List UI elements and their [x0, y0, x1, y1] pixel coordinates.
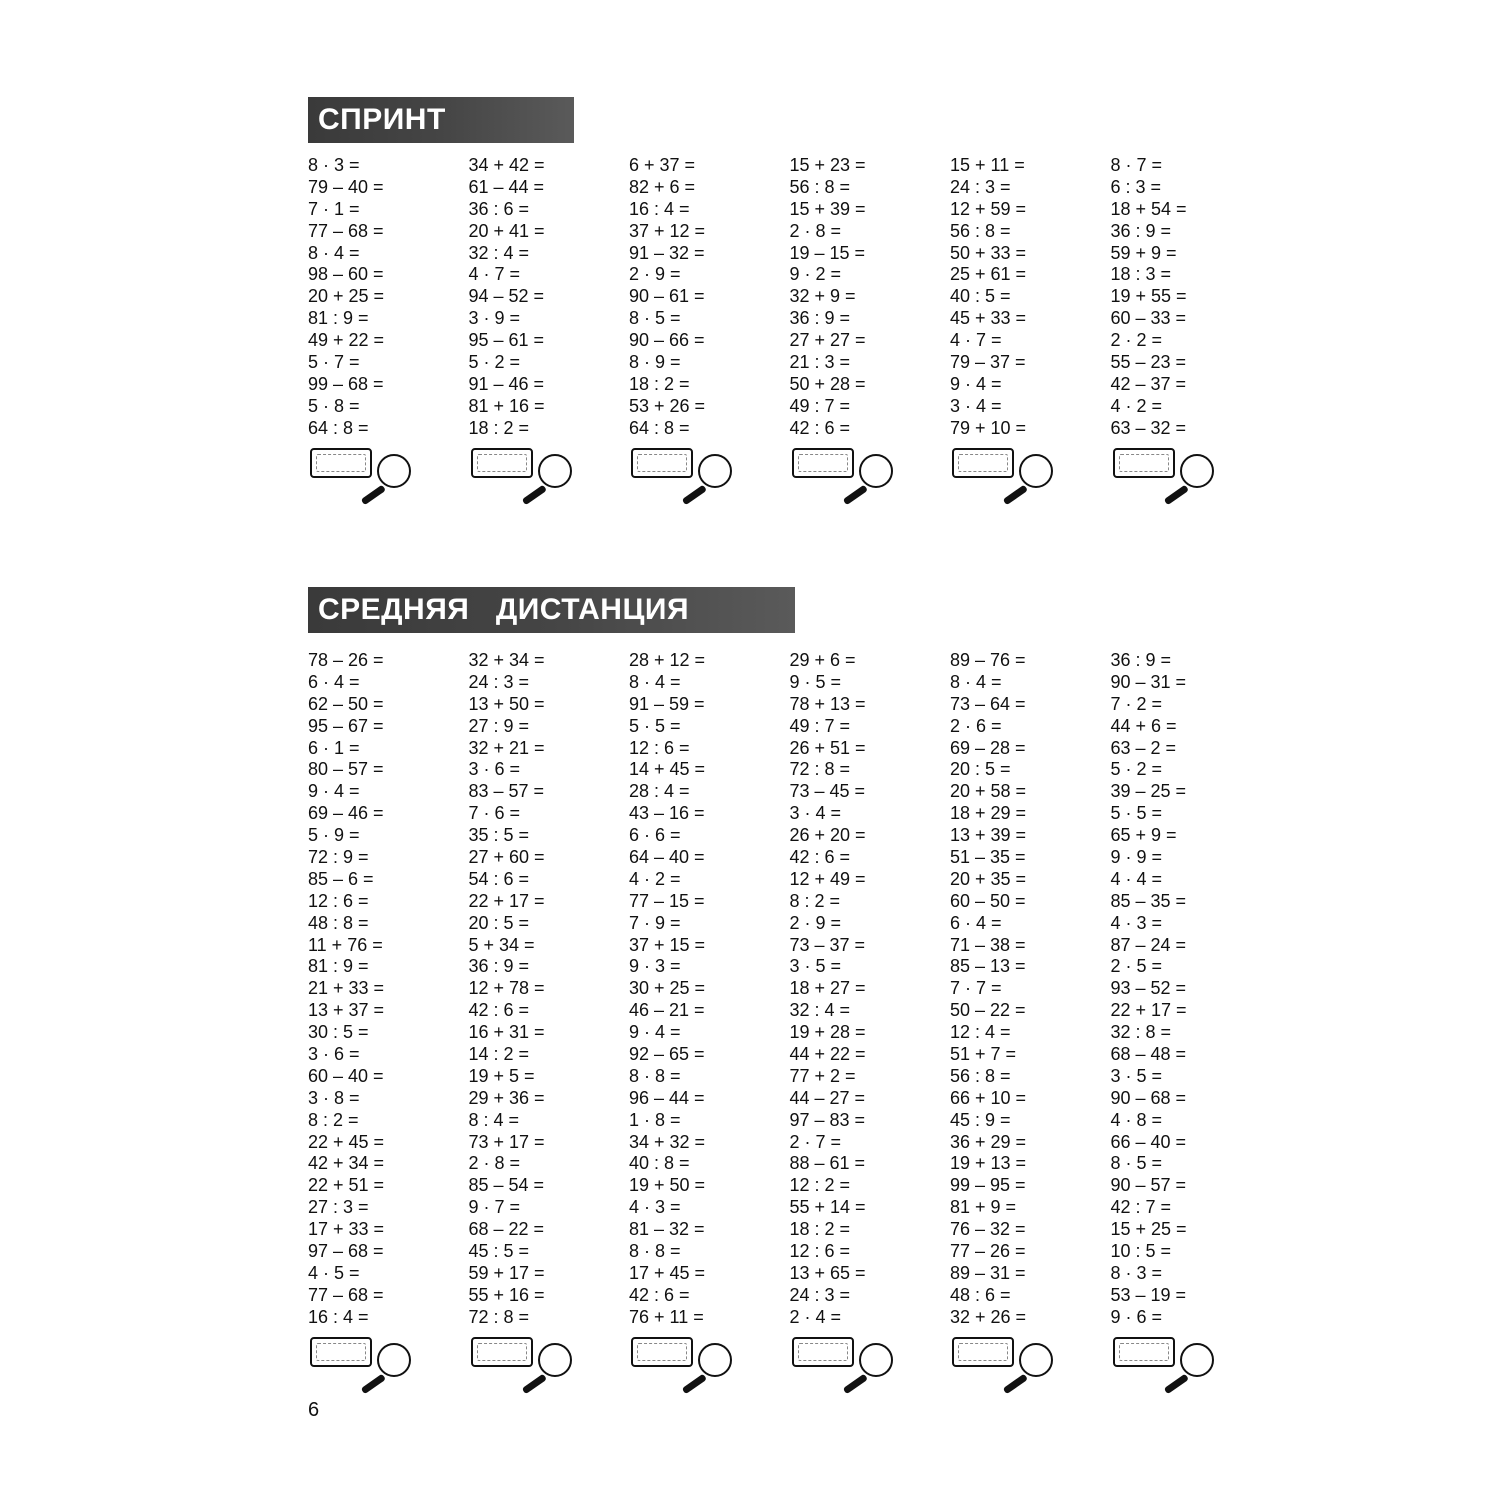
math-problem: 30 + 25 = — [629, 978, 706, 999]
math-problem: 2 · 2 = — [1110, 330, 1163, 351]
math-problem: 79 – 40 = — [308, 176, 384, 197]
problem-column — [1111, 155, 1272, 498]
math-problem: 55 + 16 = — [468, 1284, 545, 1305]
math-problem: 30 : 5 = — [308, 1022, 369, 1043]
math-problem: 95 – 67 = — [308, 715, 384, 736]
math-problem: 32 + 21 = — [468, 737, 545, 758]
math-problem: 8 · 8 = — [629, 1065, 681, 1086]
math-problem: 4 · 3 = — [1110, 912, 1163, 933]
math-problem: 3 · 4 = — [789, 803, 842, 824]
section-header-sprint: СПРИНТ — [308, 97, 574, 143]
math-problem: 78 – 26 = — [308, 650, 384, 670]
math-problem: 9 · 2 = — [789, 264, 842, 285]
math-problem: 53 – 19 = — [1110, 1284, 1187, 1305]
math-problem: 73 – 45 = — [789, 781, 866, 802]
math-problem: 77 + 2 = — [789, 1065, 856, 1086]
math-problem: 22 + 17 = — [1110, 1000, 1187, 1021]
answer-box-magnifier-icon — [1111, 448, 1221, 498]
answer-box-magnifier-icon — [469, 1337, 579, 1387]
problem-column — [950, 650, 1111, 1387]
math-problem: 42 : 6 = — [789, 847, 851, 868]
math-problem: 4 · 7 = — [950, 330, 1002, 351]
math-problem: 9 · 3 = — [629, 956, 681, 977]
math-problem: 51 – 35 = — [950, 847, 1026, 868]
math-problem: 36 : 6 = — [468, 198, 530, 219]
math-problem: 95 – 61 = — [468, 330, 545, 351]
math-problem: 17 + 33 = — [308, 1219, 385, 1240]
math-problem: 77 – 68 = — [308, 220, 384, 241]
math-problem: 64 : 8 = — [308, 417, 369, 438]
math-problem: 8 · 9 = — [629, 352, 681, 373]
math-problem: 97 – 68 = — [308, 1241, 384, 1262]
math-problem: 19 + 55 = — [1110, 286, 1187, 307]
math-problem: 21 : 3 = — [789, 352, 851, 373]
math-problem: 72 : 8 = — [789, 759, 851, 780]
answer-box-magnifier-icon — [790, 448, 900, 498]
math-problem: 4 · 2 = — [629, 868, 681, 889]
math-problem: 18 + 29 = — [950, 803, 1027, 824]
math-problem: 73 – 64 = — [950, 693, 1026, 714]
math-problem: 44 – 27 = — [789, 1087, 866, 1108]
math-problem: 35 : 5 = — [468, 825, 530, 846]
math-problem: 90 – 66 = — [629, 330, 705, 351]
math-problem: 50 + 33 = — [950, 242, 1027, 263]
math-problem: 8 · 3 = — [1110, 1262, 1163, 1283]
math-problem: 20 + 58 = — [950, 781, 1027, 802]
math-problem: 8 · 7 = — [1110, 155, 1163, 175]
math-problem: 81 + 16 = — [468, 395, 545, 416]
math-problem: 85 – 35 = — [1110, 890, 1187, 911]
math-problem: 68 – 22 = — [468, 1219, 545, 1240]
math-problem: 99 – 68 = — [308, 373, 384, 394]
math-problem: 19 + 5 = — [468, 1065, 535, 1086]
math-problem: 17 + 45 = — [629, 1262, 706, 1283]
math-problem: 22 + 51 = — [308, 1175, 385, 1196]
math-problem: 36 : 9 = — [1110, 220, 1172, 241]
math-problem: 40 : 8 = — [629, 1153, 690, 1174]
page-number: 6 — [308, 1399, 320, 1421]
math-problem: 60 – 50 = — [950, 890, 1026, 911]
math-problem: 3 · 6 = — [468, 759, 521, 780]
math-problem: 28 : 4 = — [629, 781, 690, 802]
math-problem: 7 · 2 = — [1110, 693, 1163, 714]
math-problem: 76 + 11 = — [629, 1306, 704, 1327]
math-problem: 13 + 39 = — [950, 825, 1027, 846]
math-problem: 65 + 9 = — [1110, 825, 1177, 846]
math-problem: 13 + 50 = — [468, 693, 545, 714]
math-problem: 37 + 15 = — [629, 934, 706, 955]
math-problem: 27 : 9 = — [468, 715, 530, 736]
math-problem: 42 + 34 = — [308, 1153, 385, 1174]
math-problem: 81 + 9 = — [950, 1197, 1017, 1218]
math-problem: 8 · 4 = — [950, 671, 1002, 692]
math-problem: 2 · 6 = — [950, 715, 1002, 736]
math-problem: 10 : 5 = — [1110, 1241, 1172, 1262]
math-problem: 12 : 4 = — [950, 1022, 1011, 1043]
math-problem: 45 : 5 = — [468, 1241, 530, 1262]
math-problem: 8 · 4 = — [629, 671, 681, 692]
math-problem: 28 + 12 = — [629, 650, 706, 670]
math-problem: 18 : 2 = — [629, 373, 690, 394]
math-problem: 48 : 8 = — [308, 912, 369, 933]
math-problem: 2 · 9 = — [629, 264, 681, 285]
math-problem: 73 + 17 = — [468, 1131, 545, 1152]
problem-column — [1111, 650, 1272, 1387]
math-problem: 7 · 7 = — [950, 978, 1002, 999]
math-problem: 2 · 8 = — [468, 1153, 521, 1174]
math-problem: 2 · 7 = — [789, 1131, 842, 1152]
math-problem: 90 – 31 = — [1110, 671, 1187, 692]
sprint-problem-grid — [308, 155, 1268, 498]
math-problem: 5 · 9 = — [308, 825, 360, 846]
math-problem: 90 – 57 = — [1110, 1175, 1187, 1196]
math-problem: 8 · 5 = — [1110, 1153, 1163, 1174]
math-problem: 7 · 6 = — [468, 803, 521, 824]
math-problem: 44 + 6 = — [1110, 715, 1177, 736]
math-problem: 79 – 37 = — [950, 352, 1026, 373]
math-problem: 24 : 3 = — [468, 671, 530, 692]
math-problem: 19 + 13 = — [950, 1153, 1027, 1174]
math-problem: 81 : 9 = — [308, 956, 369, 977]
math-problem: 69 – 46 = — [308, 803, 384, 824]
math-problem: 2 · 8 = — [789, 220, 842, 241]
math-problem: 56 : 8 = — [950, 1065, 1011, 1086]
math-problem: 53 + 26 = — [629, 395, 706, 416]
math-problem: 15 + 23 = — [789, 155, 866, 175]
math-problem: 3 · 5 = — [1110, 1065, 1163, 1086]
math-problem: 19 + 50 = — [629, 1175, 706, 1196]
math-problem: 20 + 35 = — [950, 868, 1027, 889]
math-problem: 16 : 4 = — [308, 1306, 369, 1327]
math-problem: 4 · 3 = — [629, 1197, 681, 1218]
answer-box-magnifier-icon — [950, 448, 1060, 498]
math-problem: 78 + 13 = — [789, 693, 866, 714]
math-problem: 48 : 6 = — [950, 1284, 1011, 1305]
math-problem: 6 : 3 = — [1110, 176, 1162, 197]
math-problem: 19 + 28 = — [789, 1022, 866, 1043]
math-problem: 3 · 6 = — [308, 1044, 360, 1065]
math-problem: 81 – 32 = — [629, 1219, 705, 1240]
math-problem: 49 + 22 = — [308, 330, 385, 351]
math-problem: 77 – 26 = — [950, 1241, 1026, 1262]
math-problem: 26 + 51 = — [789, 737, 866, 758]
math-problem: 42 : 6 = — [468, 1000, 530, 1021]
math-problem: 50 – 22 = — [950, 1000, 1026, 1021]
math-problem: 94 – 52 = — [468, 286, 545, 307]
math-problem: 36 : 9 = — [789, 308, 851, 329]
math-problem: 9 · 6 = — [1110, 1306, 1163, 1327]
answer-box-magnifier-icon — [950, 1337, 1060, 1387]
math-problem: 90 – 68 = — [1110, 1087, 1187, 1108]
math-problem: 5 · 5 = — [629, 715, 681, 736]
math-problem: 64 : 8 = — [629, 417, 690, 438]
math-problem: 34 + 42 = — [468, 155, 545, 175]
math-problem: 3 · 4 = — [950, 395, 1002, 416]
math-problem: 12 : 6 = — [308, 890, 369, 911]
math-problem: 77 – 15 = — [629, 890, 705, 911]
math-problem: 18 + 54 = — [1110, 198, 1187, 219]
math-problem: 15 + 39 = — [789, 198, 866, 219]
math-problem: 6 · 4 = — [950, 912, 1002, 933]
math-problem: 12 : 6 = — [789, 1241, 851, 1262]
answer-box-magnifier-icon — [308, 1337, 418, 1387]
math-problem: 2 · 9 = — [789, 912, 842, 933]
math-problem: 20 + 25 = — [308, 286, 385, 307]
math-problem: 59 + 9 = — [1110, 242, 1177, 263]
math-problem: 90 – 61 = — [629, 286, 705, 307]
math-problem: 3 · 8 = — [308, 1087, 360, 1108]
math-problem: 71 – 38 = — [950, 934, 1026, 955]
math-problem: 9 · 4 = — [629, 1022, 681, 1043]
math-problem: 91 – 32 = — [629, 242, 705, 263]
math-problem: 45 + 33 = — [950, 308, 1027, 329]
math-problem: 97 – 83 = — [789, 1109, 866, 1130]
math-problem: 72 : 9 = — [308, 847, 369, 868]
math-problem: 13 + 37 = — [308, 1000, 385, 1021]
math-problem: 15 + 25 = — [1110, 1219, 1187, 1240]
math-problem: 54 : 6 = — [468, 868, 530, 889]
math-problem: 5 · 2 = — [1110, 759, 1163, 780]
math-problem: 12 + 78 = — [468, 978, 545, 999]
math-problem: 9 · 4 = — [950, 373, 1002, 394]
math-problem: 85 – 54 = — [468, 1175, 545, 1196]
math-problem: 36 + 29 = — [950, 1131, 1027, 1152]
math-problem: 62 – 50 = — [308, 693, 384, 714]
math-problem: 98 – 60 = — [308, 264, 384, 285]
math-problem: 29 + 6 = — [789, 650, 856, 670]
math-problem: 4 · 4 = — [1110, 868, 1163, 889]
answer-box-magnifier-icon — [790, 1337, 900, 1387]
math-problem: 46 – 21 = — [629, 1000, 705, 1021]
math-problem: 9 · 7 = — [468, 1197, 521, 1218]
math-problem: 6 · 1 = — [308, 737, 360, 758]
math-problem: 88 – 61 = — [789, 1153, 866, 1174]
math-problem: 25 + 61 = — [950, 264, 1027, 285]
math-problem: 91 – 46 = — [468, 373, 545, 394]
math-problem: 59 + 17 = — [468, 1262, 545, 1283]
math-problem: 14 : 2 = — [468, 1044, 530, 1065]
math-problem: 68 – 48 = — [1110, 1044, 1187, 1065]
math-problem: 50 + 28 = — [789, 373, 866, 394]
math-problem: 49 : 7 = — [789, 395, 851, 416]
math-problem: 63 – 32 = — [1110, 417, 1187, 438]
math-problem: 8 · 5 = — [629, 308, 681, 329]
math-problem: 12 : 2 = — [789, 1175, 851, 1196]
math-problem: 42 : 6 = — [789, 417, 851, 438]
math-problem: 93 – 52 = — [1110, 978, 1187, 999]
math-problem: 85 – 13 = — [950, 956, 1026, 977]
math-problem: 85 – 6 = — [308, 868, 374, 889]
math-problem: 60 – 33 = — [1110, 308, 1187, 329]
math-problem: 12 + 49 = — [789, 868, 866, 889]
middle-distance-problem-grid — [308, 650, 1268, 1387]
math-problem: 60 – 40 = — [308, 1065, 384, 1086]
math-problem: 76 – 32 = — [950, 1219, 1026, 1240]
math-problem: 37 + 12 = — [629, 220, 706, 241]
math-problem: 42 : 6 = — [629, 1284, 690, 1305]
math-problem: 8 · 3 = — [308, 155, 360, 175]
math-problem: 7 · 9 = — [629, 912, 681, 933]
math-problem: 16 : 4 = — [629, 198, 690, 219]
math-problem: 42 – 37 = — [1110, 373, 1187, 394]
math-problem: 5 + 34 = — [468, 934, 535, 955]
math-problem: 21 + 33 = — [308, 978, 385, 999]
math-problem: 6 · 6 = — [629, 825, 681, 846]
math-problem: 49 : 7 = — [789, 715, 851, 736]
math-problem: 20 : 5 = — [950, 759, 1011, 780]
math-problem: 29 + 36 = — [468, 1087, 545, 1108]
problem-column — [308, 650, 469, 1387]
math-problem: 89 – 76 = — [950, 650, 1026, 670]
math-problem: 99 – 95 = — [950, 1175, 1026, 1196]
math-problem: 42 : 7 = — [1110, 1197, 1172, 1218]
answer-box-magnifier-icon — [469, 448, 579, 498]
math-problem: 8 : 2 = — [308, 1109, 359, 1130]
math-problem: 5 · 5 = — [1110, 803, 1163, 824]
math-problem: 5 · 7 = — [308, 352, 360, 373]
math-problem: 13 + 65 = — [789, 1262, 866, 1283]
math-problem: 4 · 7 = — [468, 264, 521, 285]
math-problem: 83 – 57 = — [468, 781, 545, 802]
math-problem: 63 – 2 = — [1110, 737, 1177, 758]
math-problem: 82 + 6 = — [629, 176, 696, 197]
math-problem: 9 · 9 = — [1110, 847, 1163, 868]
math-problem: 4 · 8 = — [1110, 1109, 1163, 1130]
math-problem: 96 – 44 = — [629, 1087, 705, 1108]
math-problem: 22 + 45 = — [308, 1131, 385, 1152]
problem-column — [308, 155, 469, 498]
math-problem: 32 + 26 = — [950, 1306, 1027, 1327]
problem-column — [629, 650, 790, 1387]
math-problem: 24 : 3 = — [950, 176, 1011, 197]
problem-column — [469, 155, 630, 498]
math-problem: 39 – 25 = — [1110, 781, 1187, 802]
math-problem: 32 : 4 = — [789, 1000, 851, 1021]
math-problem: 55 + 14 = — [789, 1197, 866, 1218]
math-problem: 3 · 9 = — [468, 308, 521, 329]
math-problem: 4 · 5 = — [308, 1262, 360, 1283]
math-problem: 8 : 4 = — [468, 1109, 520, 1130]
math-problem: 18 : 3 = — [1110, 264, 1172, 285]
math-problem: 32 : 4 = — [468, 242, 530, 263]
math-problem: 15 + 11 = — [950, 155, 1025, 175]
problem-column — [790, 155, 951, 498]
math-problem: 7 · 1 = — [308, 198, 360, 219]
math-problem: 26 + 20 = — [789, 825, 866, 846]
math-problem: 32 : 8 = — [1110, 1022, 1172, 1043]
math-problem: 89 – 31 = — [950, 1262, 1026, 1283]
math-problem: 8 : 2 = — [789, 890, 841, 911]
problem-column — [790, 650, 951, 1387]
math-problem: 18 : 2 = — [789, 1219, 851, 1240]
math-problem: 91 – 59 = — [629, 693, 705, 714]
math-problem: 2 · 4 = — [789, 1306, 842, 1327]
math-problem: 45 : 9 = — [950, 1109, 1011, 1130]
math-problem: 6 + 37 = — [629, 155, 696, 175]
math-problem: 36 : 9 = — [468, 956, 530, 977]
math-problem: 44 + 22 = — [789, 1044, 866, 1065]
math-problem: 34 + 32 = — [629, 1131, 706, 1152]
math-problem: 24 : 3 = — [789, 1284, 851, 1305]
answer-box-magnifier-icon — [1111, 1337, 1221, 1387]
math-problem: 56 : 8 = — [950, 220, 1011, 241]
math-problem: 8 · 8 = — [629, 1241, 681, 1262]
math-problem: 64 – 40 = — [629, 847, 705, 868]
math-problem: 51 + 7 = — [950, 1044, 1017, 1065]
math-problem: 36 : 9 = — [1110, 650, 1172, 670]
answer-box-magnifier-icon — [629, 1337, 739, 1387]
math-problem: 81 : 9 = — [308, 308, 369, 329]
math-problem: 40 : 5 = — [950, 286, 1011, 307]
math-problem: 5 · 8 = — [308, 395, 360, 416]
math-problem: 20 + 41 = — [468, 220, 545, 241]
math-problem: 12 : 6 = — [629, 737, 690, 758]
math-problem: 12 + 59 = — [950, 198, 1027, 219]
math-problem: 6 · 4 = — [308, 671, 360, 692]
problem-column — [469, 650, 630, 1387]
math-problem: 66 + 10 = — [950, 1087, 1027, 1108]
math-problem: 27 : 3 = — [308, 1197, 369, 1218]
math-problem: 27 + 27 = — [789, 330, 866, 351]
math-problem: 73 – 37 = — [789, 934, 866, 955]
math-problem: 4 · 2 = — [1110, 395, 1163, 416]
math-problem: 87 – 24 = — [1110, 934, 1187, 955]
math-problem: 92 – 65 = — [629, 1044, 705, 1065]
math-problem: 55 – 23 = — [1110, 352, 1187, 373]
math-problem: 1 · 8 = — [629, 1109, 681, 1130]
math-problem: 19 – 15 = — [789, 242, 866, 263]
math-problem: 3 · 5 = — [789, 956, 842, 977]
math-problem: 77 – 68 = — [308, 1284, 384, 1305]
math-problem: 66 – 40 = — [1110, 1131, 1187, 1152]
answer-box-magnifier-icon — [308, 448, 418, 498]
math-problem: 16 + 31 = — [468, 1022, 545, 1043]
math-problem: 61 – 44 = — [468, 176, 545, 197]
math-problem: 80 – 57 = — [308, 759, 384, 780]
math-problem: 56 : 8 = — [789, 176, 851, 197]
math-problem: 32 + 34 = — [468, 650, 545, 670]
math-problem: 8 · 4 = — [308, 242, 360, 263]
math-problem: 9 · 4 = — [308, 781, 360, 802]
math-problem: 2 · 5 = — [1110, 956, 1163, 977]
math-problem: 20 : 5 = — [468, 912, 530, 933]
problem-column — [629, 155, 790, 498]
math-problem: 11 + 76 = — [308, 934, 383, 955]
math-problem: 18 : 2 = — [468, 417, 530, 438]
math-problem: 5 · 2 = — [468, 352, 521, 373]
math-problem: 69 – 28 = — [950, 737, 1026, 758]
math-problem: 79 + 10 = — [950, 417, 1027, 438]
math-problem: 22 + 17 = — [468, 890, 545, 911]
math-problem: 43 – 16 = — [629, 803, 705, 824]
math-problem: 14 + 45 = — [629, 759, 706, 780]
problem-column — [950, 155, 1111, 498]
math-problem: 27 + 60 = — [468, 847, 545, 868]
math-problem: 9 · 5 = — [789, 671, 842, 692]
answer-box-magnifier-icon — [629, 448, 739, 498]
math-problem: 18 + 27 = — [789, 978, 866, 999]
math-problem: 72 : 8 = — [468, 1306, 530, 1327]
section-header-middle-distance: СРЕДНЯЯ ДИСТАНЦИЯ — [308, 587, 795, 633]
math-problem: 32 + 9 = — [789, 286, 856, 307]
